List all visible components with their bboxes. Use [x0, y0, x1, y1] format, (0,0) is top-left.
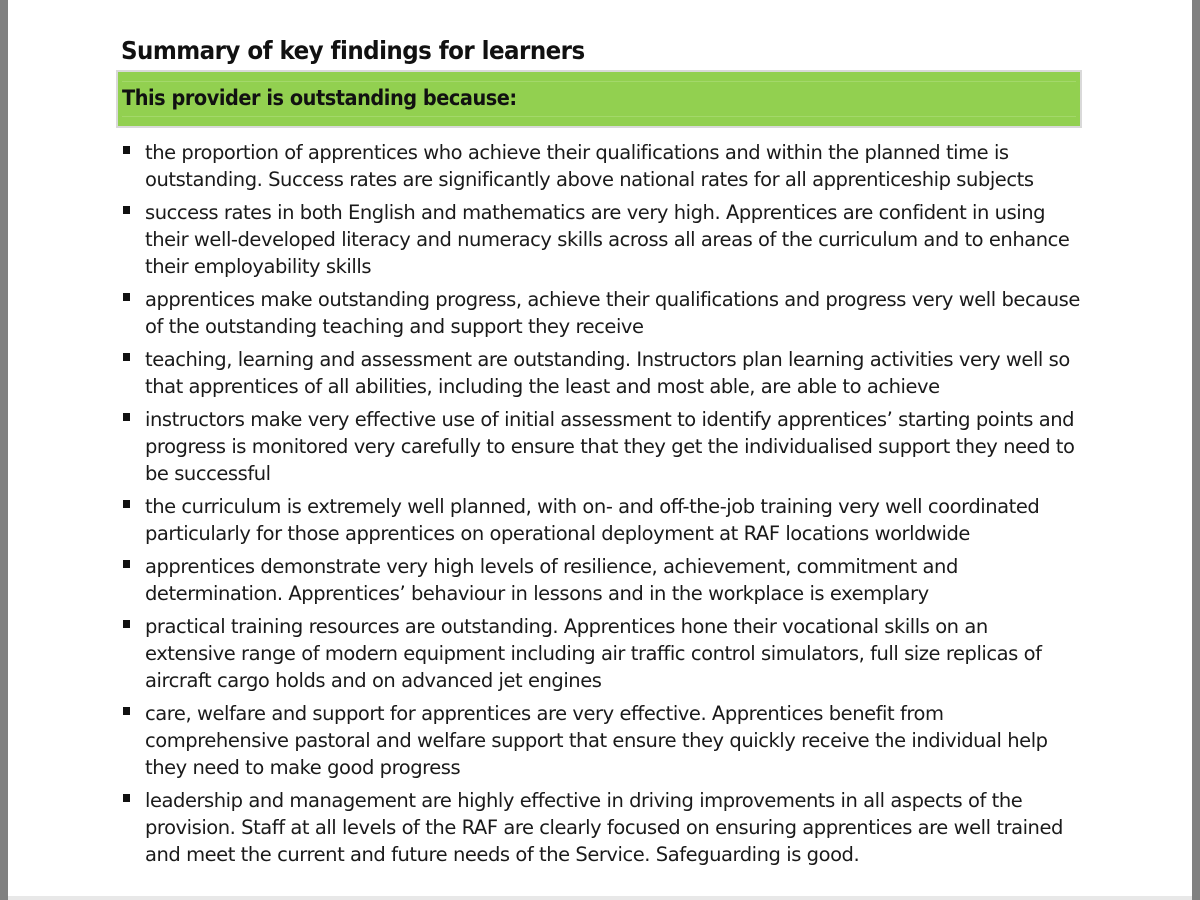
finding-text: success rates in both English and mathematics are very high. Apprentices are confident in using their well-developed literacy and numeracy skills across all areas of the curriculum and to enhance their employability skills: [145, 201, 1070, 278]
finding-item: [120, 493, 1080, 547]
finding-item: [120, 787, 1080, 868]
findings-list: [120, 139, 1080, 874]
finding-text: instructors make very effective use of initial assessment to identify apprentices’ starting points and progress is monitored very carefully to ensure that they get the individualised support they need to be successful: [145, 408, 1075, 485]
finding-item: [120, 613, 1080, 694]
page-bottom-edge: [8, 896, 1192, 900]
square-bullet-icon: [123, 620, 130, 628]
document-page: [8, 0, 1192, 900]
viewer-right-edge: [1192, 0, 1200, 900]
finding-item: [120, 346, 1080, 400]
finding-item: [120, 199, 1080, 280]
banner-heading: This provider is outstanding because:: [122, 86, 517, 110]
page-title: Summary of key findings for learners: [121, 35, 585, 65]
square-bullet-icon: [123, 560, 130, 568]
finding-text: care, welfare and support for apprentices are very effective. Apprentices benefit from comprehensive pastoral and welfare support that ensure they quickly receive the individual help they need to make good progress: [145, 702, 1048, 779]
finding-text: the proportion of apprentices who achieve their qualifications and within the planned time is outstanding. Success rates are significantly above national rates for all apprenticeship subjects: [145, 141, 1034, 191]
finding-item: [120, 286, 1080, 340]
square-bullet-icon: [123, 206, 130, 214]
finding-item: [120, 700, 1080, 781]
square-bullet-icon: [123, 353, 130, 361]
finding-item: [120, 139, 1080, 193]
outstanding-banner: [116, 70, 1082, 128]
finding-text: apprentices make outstanding progress, achieve their qualifications and progress very well because of the outstanding teaching and support they receive: [145, 288, 1080, 338]
finding-text: the curriculum is extremely well planned, with on- and off-the-job training very well coordinated particularly for those apprentices on operational deployment at RAF locations worldwide: [145, 495, 1040, 545]
finding-item: [120, 553, 1080, 607]
finding-text: practical training resources are outstanding. Apprentices hone their vocational skills on an extensive range of modern equipment including air traffic control simulators, full size replicas of aircraft cargo holds and on advanced jet engines: [145, 615, 1042, 692]
square-bullet-icon: [123, 146, 130, 154]
finding-item: [120, 406, 1080, 487]
square-bullet-icon: [123, 500, 130, 508]
square-bullet-icon: [123, 707, 130, 715]
square-bullet-icon: [123, 413, 130, 421]
finding-text: leadership and management are highly effective in driving improvements in all aspects of the provision. Staff at all levels of the RAF are clearly focused on ensuring apprentices are well trained and meet the current and future needs of the Service. Safeguarding is good.: [145, 789, 1063, 866]
viewer-left-edge: [0, 0, 8, 900]
square-bullet-icon: [123, 794, 130, 802]
finding-text: apprentices demonstrate very high levels of resilience, achievement, commitment and determination. Apprentices’ behaviour in lessons and in the workplace is exemplary: [145, 555, 958, 605]
finding-text: teaching, learning and assessment are outstanding. Instructors plan learning activities very well so that apprentices of all abilities, including the least and most able, are able to achieve: [145, 348, 1070, 398]
square-bullet-icon: [123, 293, 130, 301]
